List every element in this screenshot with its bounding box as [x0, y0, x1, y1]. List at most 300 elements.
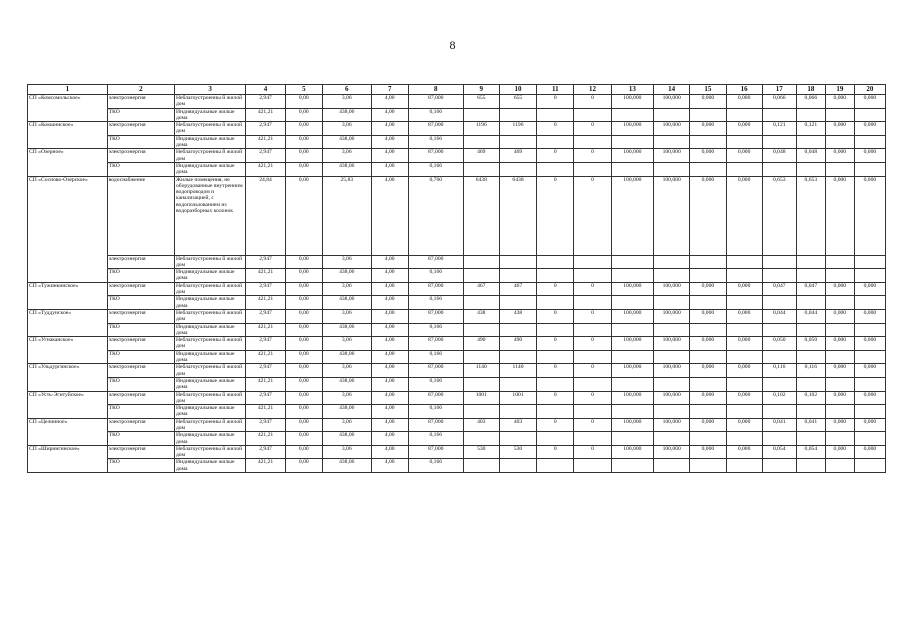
value-cell [825, 255, 854, 269]
column-header: 20 [854, 85, 885, 95]
service-type: электроэнергия [107, 445, 174, 459]
table-row [28, 459, 886, 473]
value-cell: 100,000 [611, 391, 653, 405]
value-cell: 87,000 [408, 95, 463, 109]
service-type: ТКО [107, 459, 174, 473]
value-cell: 6438 [499, 176, 536, 255]
value-cell: 2,947 [246, 337, 285, 351]
value-cell [537, 323, 574, 337]
value-cell: 0,000 [690, 418, 726, 432]
value-cell: 0,653 [796, 176, 825, 255]
value-cell: 469 [499, 149, 536, 163]
value-cell [611, 255, 653, 269]
table-row [28, 418, 886, 432]
value-cell: 490 [463, 337, 499, 351]
value-cell: 0,166 [408, 162, 463, 176]
value-cell: 0,00 [285, 323, 322, 337]
value-cell: 100,000 [654, 149, 690, 163]
value-cell [796, 323, 825, 337]
value-cell [796, 296, 825, 310]
value-cell: 467 [499, 282, 536, 296]
value-cell [537, 296, 574, 310]
value-cell: 0,121 [762, 122, 796, 136]
value-cell: 0,102 [762, 391, 796, 405]
value-cell: 1001 [463, 391, 499, 405]
column-header: 19 [825, 85, 854, 95]
value-cell: 421,21 [246, 269, 285, 283]
value-cell: 3,06 [322, 95, 371, 109]
value-cell [796, 377, 825, 391]
value-cell: 0,166 [408, 269, 463, 283]
value-cell: 0,050 [796, 337, 825, 351]
value-cell [726, 296, 762, 310]
value-cell [499, 296, 536, 310]
column-header: 16 [726, 85, 762, 95]
value-cell: 87,000 [408, 122, 463, 136]
table-row [28, 255, 886, 269]
value-cell: 0 [537, 445, 574, 459]
value-cell: 0,000 [854, 176, 885, 255]
value-cell: 0,00 [285, 377, 322, 391]
value-cell: 0,166 [408, 350, 463, 364]
value-cell: 0,000 [825, 337, 854, 351]
value-cell: 438,06 [322, 269, 371, 283]
value-cell: 421,21 [246, 135, 285, 149]
table-row [28, 337, 886, 351]
premises-type: Неблагоустроенны й жилой дом [174, 282, 245, 296]
value-cell [499, 323, 536, 337]
value-cell: 4,00 [371, 296, 408, 310]
value-cell: 4,00 [371, 350, 408, 364]
value-cell: 438 [499, 309, 536, 323]
value-cell: 0,00 [285, 296, 322, 310]
value-cell: 100,000 [654, 337, 690, 351]
value-cell [499, 350, 536, 364]
value-cell [762, 432, 796, 446]
value-cell [690, 377, 726, 391]
column-header: 15 [690, 85, 726, 95]
value-cell [611, 459, 653, 473]
value-cell [463, 405, 499, 419]
value-cell: 4,00 [371, 391, 408, 405]
value-cell: 0,121 [796, 122, 825, 136]
value-cell [611, 405, 653, 419]
value-cell: 0,000 [726, 282, 762, 296]
value-cell: 100,000 [654, 122, 690, 136]
service-type: электроэнергия [107, 309, 174, 323]
value-cell [825, 108, 854, 122]
value-cell [825, 135, 854, 149]
value-cell: 0,653 [762, 176, 796, 255]
column-header: 8 [408, 85, 463, 95]
value-cell: 0,000 [690, 176, 726, 255]
value-cell: 2,947 [246, 95, 285, 109]
value-cell: 0,000 [690, 309, 726, 323]
table-row [28, 176, 886, 255]
value-cell [854, 269, 885, 283]
value-cell: 0,066 [796, 95, 825, 109]
value-cell: 0,000 [726, 309, 762, 323]
column-header: 4 [246, 85, 285, 95]
premises-type: Неблагоустроенны й жилой дом [174, 95, 245, 109]
settlement-name: СП «Тужинкинское» [28, 282, 108, 309]
value-cell [611, 135, 653, 149]
value-cell [654, 459, 690, 473]
value-cell [654, 350, 690, 364]
value-cell: 1001 [499, 391, 536, 405]
value-cell: 3,06 [322, 149, 371, 163]
value-cell: 530 [499, 445, 536, 459]
value-cell: 0,00 [285, 135, 322, 149]
value-cell: 0,166 [408, 323, 463, 337]
value-cell: 0,000 [690, 364, 726, 378]
value-cell: 421,21 [246, 459, 285, 473]
value-cell: 469 [463, 149, 499, 163]
value-cell: 0,00 [285, 122, 322, 136]
value-cell [574, 405, 611, 419]
value-cell [825, 432, 854, 446]
value-cell: 438,06 [322, 432, 371, 446]
value-cell [574, 350, 611, 364]
column-header: 6 [322, 85, 371, 95]
tariff-table [27, 84, 886, 473]
value-cell [690, 255, 726, 269]
column-header: 7 [371, 85, 408, 95]
premises-type: Неблагоустроенны й жилой дом [174, 149, 245, 163]
value-cell [796, 432, 825, 446]
value-cell: 2,947 [246, 309, 285, 323]
value-cell: 0,00 [285, 108, 322, 122]
value-cell [854, 377, 885, 391]
value-cell: 0,000 [854, 95, 885, 109]
value-cell [463, 296, 499, 310]
value-cell [726, 162, 762, 176]
value-cell: 4,00 [371, 309, 408, 323]
value-cell: 2,947 [246, 122, 285, 136]
value-cell [726, 405, 762, 419]
value-cell: 0,116 [796, 364, 825, 378]
value-cell: 2,947 [246, 418, 285, 432]
value-cell: 0,044 [762, 309, 796, 323]
value-cell [463, 255, 499, 269]
value-cell [611, 108, 653, 122]
value-cell: 438,06 [322, 377, 371, 391]
value-cell: 0,000 [690, 445, 726, 459]
value-cell: 421,21 [246, 296, 285, 310]
value-cell [463, 135, 499, 149]
header-row [28, 85, 886, 95]
value-cell: 3,06 [322, 282, 371, 296]
value-cell: 0,00 [285, 432, 322, 446]
value-cell [726, 135, 762, 149]
value-cell: 0,116 [762, 364, 796, 378]
value-cell: 0 [574, 418, 611, 432]
value-cell [499, 135, 536, 149]
value-cell: 0,00 [285, 337, 322, 351]
value-cell [574, 255, 611, 269]
service-type: ТКО [107, 135, 174, 149]
table-row [28, 391, 886, 405]
value-cell [654, 162, 690, 176]
value-cell [537, 459, 574, 473]
value-cell [690, 162, 726, 176]
premises-type: Неблагоустроенны й жилой дом [174, 364, 245, 378]
value-cell: 530 [463, 445, 499, 459]
settlement-name: СП «Комсомольское» [28, 95, 108, 122]
service-type: ТКО [107, 108, 174, 122]
value-cell [825, 350, 854, 364]
premises-type: Индивидуальные жилые дома [174, 350, 245, 364]
value-cell [499, 269, 536, 283]
value-cell: 0,000 [854, 282, 885, 296]
value-cell: 87,000 [408, 149, 463, 163]
value-cell: 1196 [499, 122, 536, 136]
premises-type: Индивидуальные жилые дома [174, 108, 245, 122]
value-cell: 438 [463, 309, 499, 323]
value-cell: 0 [537, 391, 574, 405]
value-cell: 0,00 [285, 255, 322, 269]
column-header: 11 [537, 85, 574, 95]
value-cell [463, 432, 499, 446]
value-cell: 0,00 [285, 176, 322, 255]
value-cell [854, 296, 885, 310]
value-cell: 3,06 [322, 309, 371, 323]
value-cell [825, 405, 854, 419]
premises-type: Неблагоустроенны й жилой дом [174, 337, 245, 351]
value-cell [463, 108, 499, 122]
value-cell: 0,00 [285, 282, 322, 296]
value-cell [762, 162, 796, 176]
table-row [28, 377, 886, 391]
value-cell [499, 405, 536, 419]
value-cell: 0 [537, 282, 574, 296]
value-cell: 0 [574, 95, 611, 109]
service-type: ТКО [107, 377, 174, 391]
value-cell [690, 269, 726, 283]
value-cell [690, 350, 726, 364]
table-row [28, 309, 886, 323]
service-type: электроэнергия [107, 282, 174, 296]
value-cell [654, 135, 690, 149]
value-cell: 0,000 [854, 309, 885, 323]
value-cell: 2,947 [246, 149, 285, 163]
value-cell: 100,000 [654, 445, 690, 459]
value-cell [463, 162, 499, 176]
value-cell [796, 108, 825, 122]
value-cell: 490 [499, 337, 536, 351]
service-type: водоснабжение [107, 176, 174, 255]
value-cell: 0,041 [796, 418, 825, 432]
value-cell: 0,000 [854, 445, 885, 459]
value-cell: 3,06 [322, 122, 371, 136]
value-cell: 0,000 [854, 122, 885, 136]
value-cell [499, 108, 536, 122]
value-cell [825, 323, 854, 337]
value-cell [611, 377, 653, 391]
value-cell [574, 432, 611, 446]
service-type: ТКО [107, 269, 174, 283]
value-cell: 24,84 [246, 176, 285, 255]
table-row [28, 432, 886, 446]
value-cell: 4,00 [371, 122, 408, 136]
value-cell: 0,00 [285, 445, 322, 459]
premises-type: Индивидуальные жилые дома [174, 135, 245, 149]
value-cell [537, 269, 574, 283]
value-cell [574, 162, 611, 176]
value-cell: 0,00 [285, 162, 322, 176]
value-cell: 1140 [463, 364, 499, 378]
value-cell: 4,00 [371, 445, 408, 459]
value-cell: 0,000 [726, 337, 762, 351]
value-cell: 4,00 [371, 364, 408, 378]
premises-type: Неблагоустроенны й жилой дом [174, 309, 245, 323]
value-cell: 0,000 [690, 122, 726, 136]
value-cell: 4,00 [371, 282, 408, 296]
value-cell: 3,06 [322, 364, 371, 378]
value-cell [690, 459, 726, 473]
value-cell: 0,000 [690, 282, 726, 296]
value-cell: 100,000 [654, 176, 690, 255]
value-cell [825, 162, 854, 176]
value-cell: 0,000 [726, 391, 762, 405]
table-row [28, 269, 886, 283]
value-cell [796, 350, 825, 364]
value-cell: 0,166 [408, 459, 463, 473]
value-cell: 2,947 [246, 282, 285, 296]
value-cell [574, 323, 611, 337]
value-cell: 4,00 [371, 418, 408, 432]
value-cell: 0,000 [854, 149, 885, 163]
table-row [28, 323, 886, 337]
value-cell: 4,00 [371, 405, 408, 419]
service-type: ТКО [107, 162, 174, 176]
value-cell: 0,166 [408, 296, 463, 310]
value-cell: 0,000 [690, 149, 726, 163]
value-cell [690, 296, 726, 310]
value-cell: 0,000 [825, 282, 854, 296]
value-cell: 0 [574, 176, 611, 255]
value-cell: 0,050 [762, 337, 796, 351]
value-cell: 421,21 [246, 162, 285, 176]
value-cell: 4,00 [371, 337, 408, 351]
value-cell [537, 108, 574, 122]
value-cell: 0 [574, 337, 611, 351]
value-cell: 4,00 [371, 432, 408, 446]
value-cell: 421,21 [246, 323, 285, 337]
value-cell: 4,00 [371, 323, 408, 337]
column-header: 10 [499, 85, 536, 95]
value-cell: 100,000 [611, 309, 653, 323]
value-cell: 0,000 [854, 391, 885, 405]
value-cell: 421,21 [246, 432, 285, 446]
value-cell [574, 269, 611, 283]
value-cell: 0,048 [762, 149, 796, 163]
settlement-name: СП «Целинное» [28, 418, 108, 445]
table-row [28, 282, 886, 296]
column-header: 18 [796, 85, 825, 95]
value-cell: 100,000 [611, 445, 653, 459]
value-cell: 421,21 [246, 350, 285, 364]
value-cell: 4,00 [371, 377, 408, 391]
value-cell: 0,066 [762, 95, 796, 109]
table-row [28, 364, 886, 378]
premises-type: Индивидуальные жилые дома [174, 269, 245, 283]
value-cell: 87,000 [408, 391, 463, 405]
settlement-name: СП «Сосново-Озерское» [28, 176, 108, 282]
settlement-name: СП «Кокшинское» [28, 122, 108, 149]
value-cell: 100,000 [654, 391, 690, 405]
value-cell: 4,00 [371, 108, 408, 122]
value-cell [854, 108, 885, 122]
value-cell [726, 377, 762, 391]
column-header: 9 [463, 85, 499, 95]
value-cell: 3,06 [322, 445, 371, 459]
value-cell: 100,000 [654, 364, 690, 378]
value-cell [537, 135, 574, 149]
premises-type: Индивидуальные жилые дома [174, 405, 245, 419]
value-cell: 0,054 [762, 445, 796, 459]
settlement-name: СП «Усть-Эгитуйское» [28, 391, 108, 418]
table-row [28, 350, 886, 364]
value-cell [654, 432, 690, 446]
value-cell: 0,000 [825, 418, 854, 432]
premises-type: Индивидуальные жилые дома [174, 296, 245, 310]
value-cell: 3,06 [322, 418, 371, 432]
premises-type: Неблагоустроенны й жилой дом [174, 391, 245, 405]
value-cell [796, 405, 825, 419]
value-cell: 0,000 [825, 364, 854, 378]
column-header: 2 [107, 85, 174, 95]
value-cell: 0,000 [825, 391, 854, 405]
service-type: электроэнергия [107, 255, 174, 269]
value-cell [762, 405, 796, 419]
value-cell: 0 [574, 149, 611, 163]
value-cell: 0,000 [726, 95, 762, 109]
table-row [28, 135, 886, 149]
value-cell: 100,000 [654, 418, 690, 432]
value-cell: 4,00 [371, 95, 408, 109]
value-cell [825, 377, 854, 391]
value-cell: 100,000 [611, 282, 653, 296]
value-cell: 0,000 [854, 364, 885, 378]
column-header: 13 [611, 85, 653, 95]
value-cell: 6438 [463, 176, 499, 255]
value-cell: 0 [574, 282, 611, 296]
value-cell: 87,000 [408, 255, 463, 269]
value-cell: 0,047 [796, 282, 825, 296]
value-cell: 0,000 [726, 122, 762, 136]
value-cell [726, 255, 762, 269]
value-cell: 100,000 [654, 282, 690, 296]
value-cell: 0,000 [690, 95, 726, 109]
value-cell [611, 432, 653, 446]
value-cell: 4,00 [371, 135, 408, 149]
value-cell: 0 [574, 364, 611, 378]
value-cell: 0,00 [285, 364, 322, 378]
value-cell: 0,000 [825, 445, 854, 459]
service-type: электроэнергия [107, 364, 174, 378]
value-cell [796, 162, 825, 176]
value-cell [574, 459, 611, 473]
value-cell: 438,06 [322, 162, 371, 176]
value-cell: 0,166 [408, 377, 463, 391]
service-type: электроэнергия [107, 122, 174, 136]
value-cell: 0,000 [726, 418, 762, 432]
value-cell: 0,000 [825, 176, 854, 255]
value-cell: 0,000 [690, 391, 726, 405]
value-cell [762, 377, 796, 391]
value-cell: 1140 [499, 364, 536, 378]
